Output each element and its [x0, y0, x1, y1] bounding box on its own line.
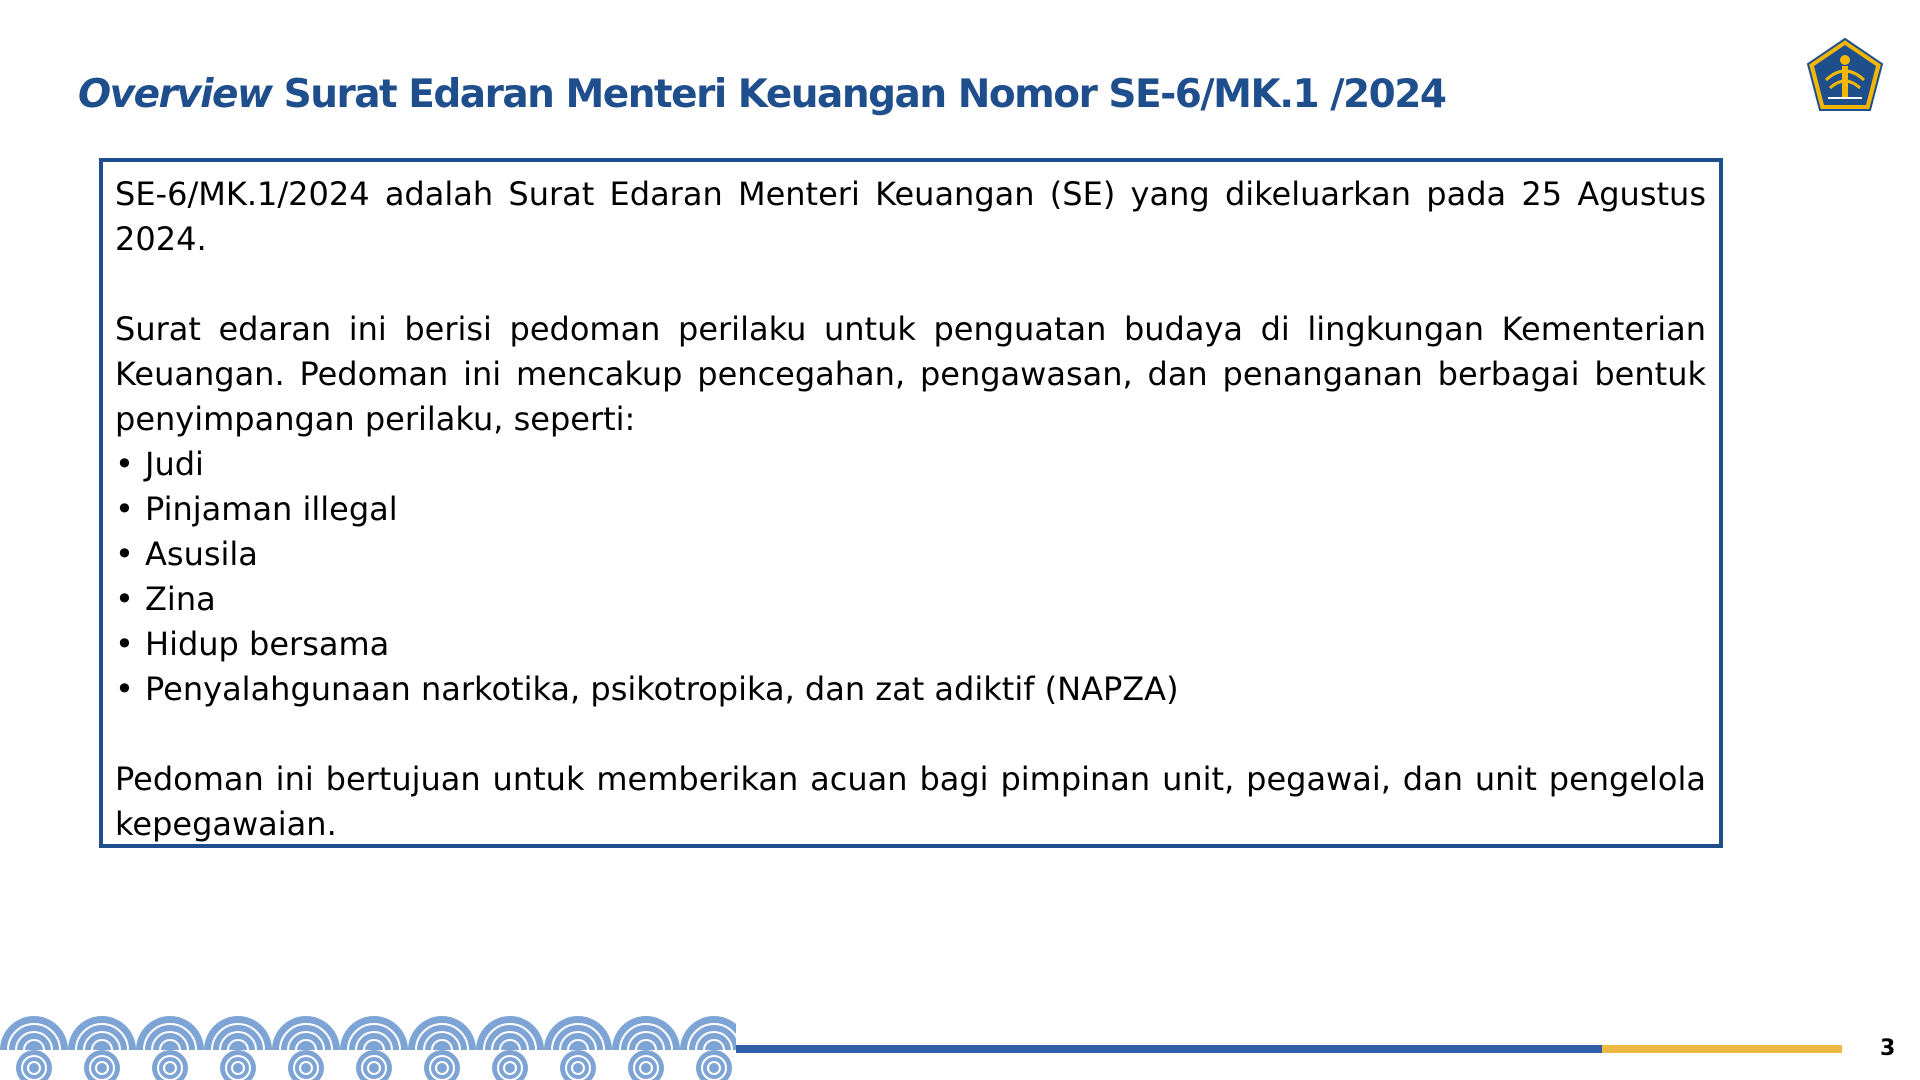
slide-title-italic: Overview — [78, 72, 272, 117]
slide-title-rest: Surat Edaran Menteri Keuangan Nomor SE-6/MK.1 /2024 — [271, 72, 1446, 117]
list-item — [115, 532, 1706, 577]
footer-line-blue — [736, 1045, 1602, 1053]
list-item-text: Penyalahgunaan narkotika, psikotropika, dan zat adiktif (NAPZA) — [145, 670, 1179, 708]
footer-line-gold — [1602, 1045, 1842, 1053]
bullet-icon: • — [115, 445, 134, 483]
list-item-text: Pinjaman illegal — [145, 490, 398, 528]
list-item-text: Zina — [145, 580, 216, 618]
list-item — [115, 622, 1706, 667]
bullet-icon: • — [115, 535, 134, 573]
list-item — [115, 667, 1706, 712]
list-item — [115, 442, 1706, 487]
bullet-icon: • — [115, 580, 134, 618]
kemenkeu-emblem-icon — [1804, 36, 1886, 114]
intro-text: SE-6/MK.1/2024 adalah Surat Edaran Menteri Keuangan (SE) yang dikeluarkan pada 25 Agustus 2024. — [115, 175, 1706, 258]
page-number: 3 — [1880, 1036, 1896, 1061]
description-text: Surat edaran ini berisi pedoman perilaku untuk penguatan budaya di lingkungan Kementerian Keuangan. Pedoman ini mencakup pencegahan, pengawasan, dan penanganan berbagai bentuk penyimpangan perilaku, seperti: — [115, 310, 1706, 438]
behavior-list — [115, 442, 1706, 712]
bullet-icon: • — [115, 490, 134, 528]
list-item — [115, 487, 1706, 532]
closing-text: Pedoman ini bertujuan untuk memberikan acuan bagi pimpinan unit, pegawai, dan unit pengelola kepegawaian. — [115, 760, 1706, 843]
decorative-pattern — [0, 1016, 736, 1080]
list-item — [115, 577, 1706, 622]
list-item-text: Judi — [145, 445, 204, 483]
list-item-text: Hidup bersama — [145, 625, 390, 663]
list-item-text: Asusila — [145, 535, 258, 573]
bullet-icon: • — [115, 625, 134, 663]
slide-title — [78, 72, 1446, 117]
bullet-icon: • — [115, 670, 134, 708]
content-box — [99, 158, 1723, 848]
